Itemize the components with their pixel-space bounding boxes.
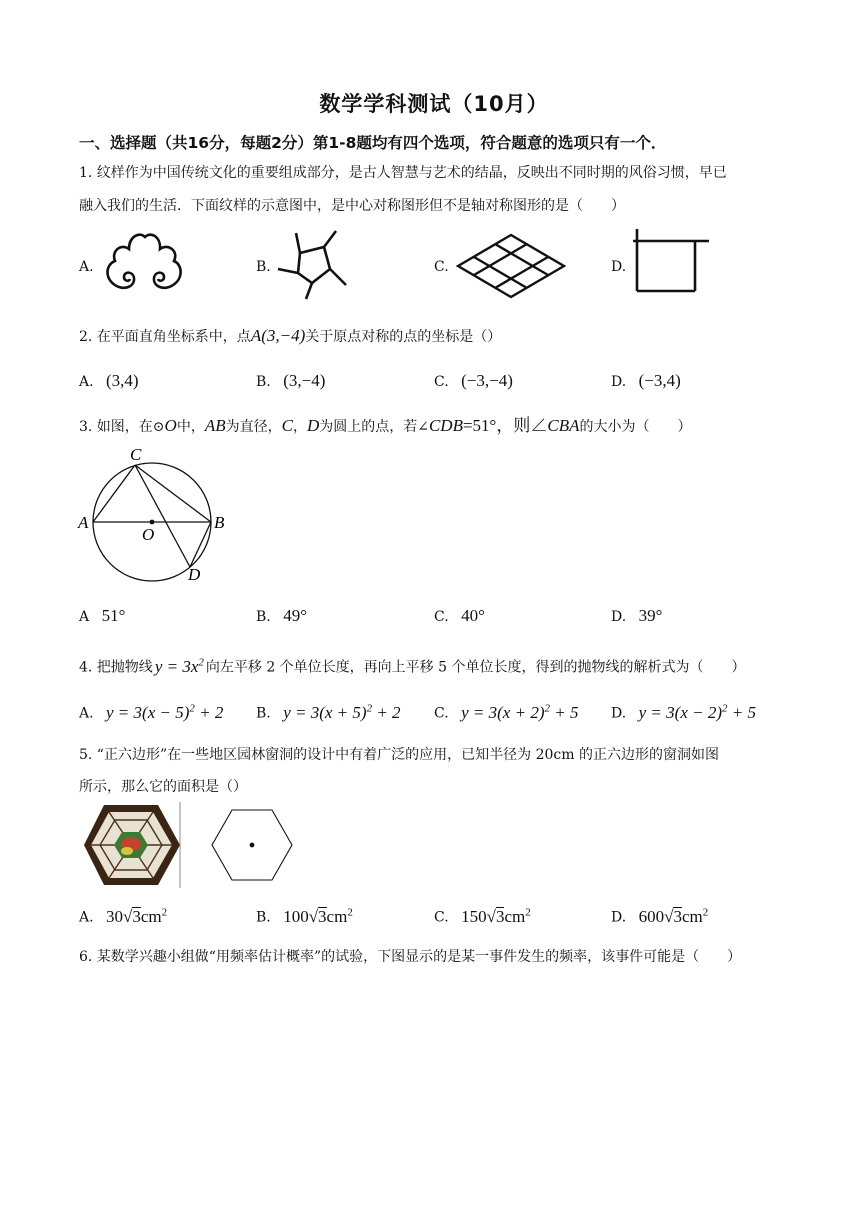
q3-point-d: D xyxy=(306,416,320,435)
q2-option-a-value: (3,4) xyxy=(106,371,139,390)
q2-option-c-value: (−3,−4) xyxy=(461,371,513,390)
q3-option-a-label: A xyxy=(79,609,90,625)
q4-option-c-tail: + 5 xyxy=(549,702,579,722)
q3-text-6: =51°，则∠ xyxy=(462,416,548,435)
q5-option-d-radicand: 3 xyxy=(673,906,682,926)
q5-option-c-label: C. xyxy=(434,909,449,926)
q5-option-a-unit: cm xyxy=(140,906,162,926)
q5-regular-hexagon-figure xyxy=(212,808,294,882)
q1-figure-b-pinwheel-pattern xyxy=(278,229,350,301)
q3-figure-label-a: A xyxy=(78,513,89,532)
q4-option-c-base: y = 3(x + 2) xyxy=(461,702,545,722)
question-2-stem xyxy=(79,326,501,346)
q5-option-b-coef: 100 xyxy=(283,906,309,926)
q2-option-b xyxy=(256,371,325,391)
q4-option-d-label: D. xyxy=(611,705,627,722)
q4-option-b-label: B. xyxy=(256,705,271,722)
q5-option-b-exp: 2 xyxy=(347,906,353,918)
q5-option-a-value: $30√3cm^2$ xyxy=(106,906,168,926)
q4-option-d-value xyxy=(639,703,756,722)
q3-angle-cba: CBA xyxy=(547,416,580,435)
q3-text-2: 中， xyxy=(176,419,205,435)
q3-text-7: 的大小为（ ） xyxy=(579,419,692,435)
q5-option-c xyxy=(434,906,531,927)
q4-option-b xyxy=(256,702,401,723)
q4-equation-base: y = 3x xyxy=(154,656,199,676)
q3-circle-o: O xyxy=(164,416,177,435)
q4-option-b-value xyxy=(283,703,400,722)
q5-option-c-exp: 2 xyxy=(525,906,531,918)
q4-option-d-tail: + 5 xyxy=(727,702,756,722)
q4-option-a-base: y = 3(x − 5) xyxy=(106,702,190,722)
q3-option-b-label: B. xyxy=(256,609,271,625)
q3-point-c: C xyxy=(281,416,293,435)
q1-option-d-label: D. xyxy=(611,259,627,275)
q5-option-a xyxy=(79,906,167,927)
q5-option-a-exp: 2 xyxy=(161,906,168,918)
q2-stem-suffix: 关于原点对称的点的坐标是（） xyxy=(305,329,502,345)
q3-figure-label-d: D xyxy=(188,565,201,584)
question-5-line-2: 所示，那么它的面积是（） xyxy=(79,779,247,795)
q4-option-b-tail: + 2 xyxy=(372,702,401,722)
q4-option-c-exp: 2 xyxy=(544,702,550,714)
q3-option-b xyxy=(256,606,307,626)
q3-option-d-value: 39° xyxy=(638,606,663,625)
q4-option-a-tail: + 2 xyxy=(194,702,224,722)
q5-option-b xyxy=(256,906,353,927)
q4-option-c-label: C. xyxy=(434,705,449,722)
q5-option-d xyxy=(611,906,708,927)
q5-option-d-exp: 2 xyxy=(702,906,709,918)
q5-option-a-radicand: 3 xyxy=(132,906,141,926)
q3-option-c xyxy=(434,606,485,626)
q3-figure-label-o: O xyxy=(142,525,155,544)
q5-option-c-unit: cm xyxy=(504,906,526,926)
q4-text-2: 向左平移 2 个单位长度，再向上平移 5 个单位长度，得到的抛物线的解析式为（ ） xyxy=(205,659,746,676)
q3-text-4: ， xyxy=(292,419,307,435)
q2-option-c-label: C. xyxy=(434,374,449,390)
q1-figure-c-lattice-knot-pattern xyxy=(456,233,566,299)
q2-option-a xyxy=(79,371,139,391)
question-4-stem xyxy=(79,656,746,677)
q2-option-b-label: B. xyxy=(256,374,271,390)
q3-figure-label-c: C xyxy=(130,445,142,464)
q5-option-b-label: B. xyxy=(256,909,271,926)
q4-equation xyxy=(155,657,204,676)
q2-option-d-label: D. xyxy=(611,374,627,390)
q1-option-a-label: A. xyxy=(79,259,94,275)
q4-option-a xyxy=(79,702,223,723)
q2-option-d-value: (−3,4) xyxy=(638,371,681,390)
q4-option-a-value xyxy=(106,703,223,722)
q4-option-d xyxy=(611,702,756,723)
q3-option-b-value: 49° xyxy=(283,606,308,625)
q3-text-3: 为直径， xyxy=(225,419,282,435)
q2-option-a-label: A. xyxy=(79,374,94,390)
q3-text-1: 3. 如图，在⊙ xyxy=(79,419,165,435)
q3-figure-label-b: B xyxy=(214,513,225,532)
q5-option-d-coef: 600 xyxy=(638,906,665,926)
q3-option-a-value: 51° xyxy=(101,606,126,625)
q3-option-d xyxy=(611,606,662,626)
q4-option-c xyxy=(434,702,578,723)
question-5-line-1: 5. “正六边形”在一些地区园林窗洞的设计中有着广泛的应用，已知半径为 20cm 的正六边形的窗洞如图 xyxy=(79,747,719,763)
q4-option-a-exp: 2 xyxy=(189,702,195,714)
q4-option-d-base: y = 3(x − 2) xyxy=(638,702,722,722)
q4-option-d-exp: 2 xyxy=(722,702,728,714)
q5-option-d-unit: cm xyxy=(681,906,703,926)
q2-point-a: A(3,−4) xyxy=(250,326,306,345)
q3-option-d-label: D. xyxy=(611,609,627,625)
question-1-line-2: 融入我们的生活．下面纹样的示意图中，是中心对称图形但不是轴对称图形的是（ ） xyxy=(79,198,625,214)
q5-option-b-value: $100√3cm^2$ xyxy=(283,906,353,926)
q5-option-d-label: D. xyxy=(611,909,627,926)
q4-equation-exponent: 2 xyxy=(198,656,204,668)
q4-option-b-base: y = 3(x + 5) xyxy=(283,702,367,722)
q2-option-c xyxy=(434,371,513,391)
q3-angle-cdb: CDB xyxy=(428,416,463,435)
q2-option-d xyxy=(611,371,681,391)
q4-option-c-value xyxy=(461,703,578,722)
q4-option-b-exp: 2 xyxy=(366,702,373,714)
q3-circle-figure xyxy=(78,446,238,586)
q5-option-a-label: A. xyxy=(79,909,94,926)
q4-option-a-label: A. xyxy=(79,705,94,722)
q1-figure-d-square-pattern xyxy=(633,229,711,293)
page-title: 数学学科测试（10月） xyxy=(319,92,549,116)
q5-option-c-coef: 150 xyxy=(461,906,487,926)
q3-text-5: 为圆上的点，若∠ xyxy=(319,419,429,435)
question-3-stem xyxy=(79,411,691,436)
section-heading: 一、选择题（共16分，每题2分）第1-8题均有四个选项，符合题意的选项只有一个． xyxy=(79,134,667,152)
q2-stem-prefix: 2. 在平面直角坐标系中，点 xyxy=(79,329,251,345)
q3-option-a xyxy=(79,606,125,626)
q3-option-c-label: C. xyxy=(434,609,449,625)
q5-option-d-value: $600√3cm^2$ xyxy=(638,906,709,926)
q2-option-b-value: (3,−4) xyxy=(283,371,326,390)
q5-option-b-unit: cm xyxy=(326,906,348,926)
question-6-line-1: 6. 某数学兴趣小组做“用频率估计概率”的试验，下图显示的是某一事件发生的频率，该事件可能是（ ） xyxy=(79,949,742,965)
q1-figure-a-cloud-pattern xyxy=(103,231,185,299)
question-1-line-1: 1. 纹样作为中国传统文化的重要组成部分，是古人智慧与艺术的结晶，反映出不同时期的风俗习惯，早已 xyxy=(79,165,727,181)
q5-option-c-radicand: 3 xyxy=(495,906,505,926)
q3-segment-ab: AB xyxy=(204,416,226,435)
q5-hexagon-window-photo xyxy=(82,802,182,888)
q1-option-b-label: B. xyxy=(256,259,271,275)
q5-option-b-radicand: 3 xyxy=(318,906,327,926)
q5-option-a-coef: 30 xyxy=(106,906,124,926)
q5-option-c-value: $150√3cm^2$ xyxy=(461,906,531,926)
q1-option-c-label: C. xyxy=(434,259,449,275)
q3-option-c-value: 40° xyxy=(461,606,485,625)
q4-text-1: 4. 把抛物线 xyxy=(79,659,153,676)
